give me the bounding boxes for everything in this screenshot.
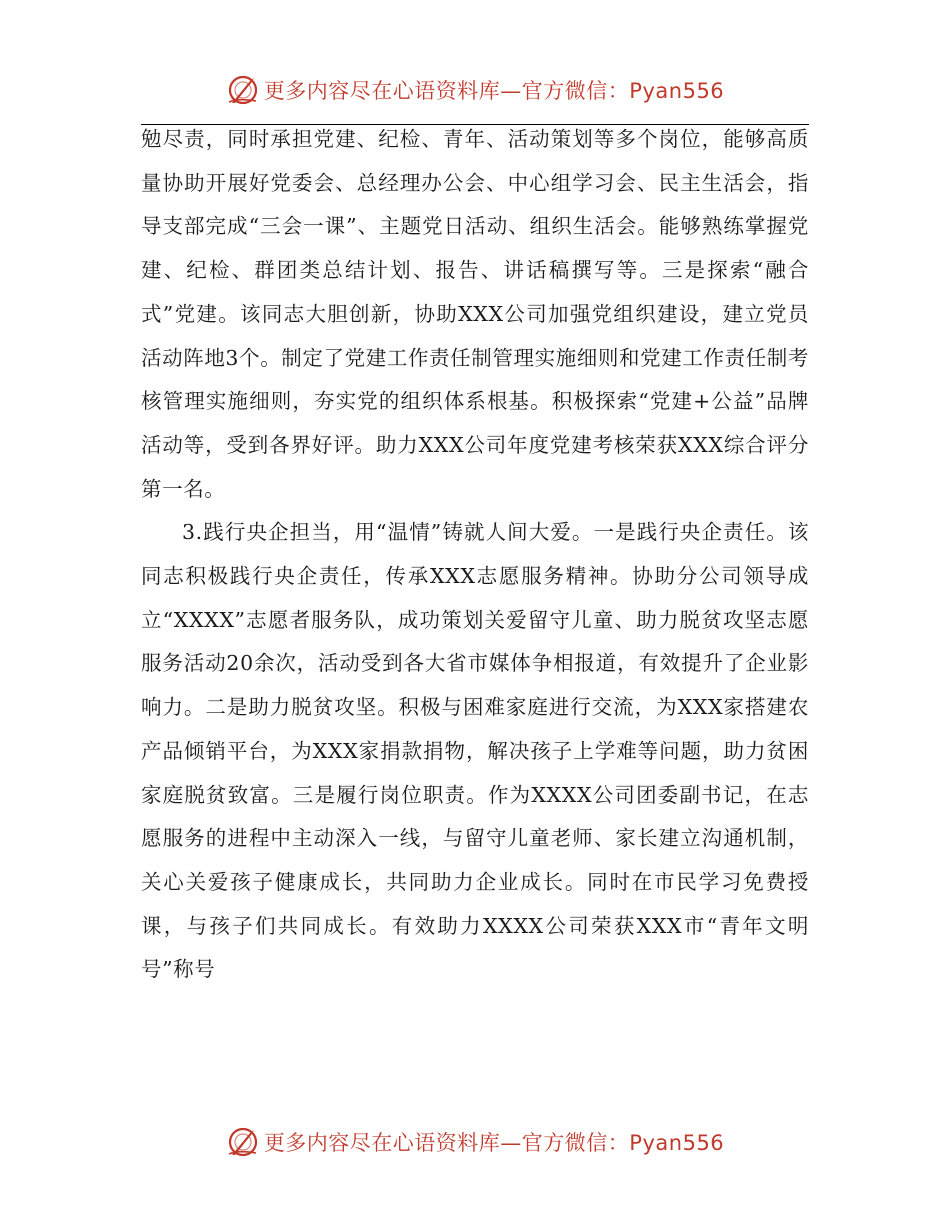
document-body xyxy=(141,118,809,992)
quill-circle-icon xyxy=(226,1125,260,1159)
paragraph-1: 勉尽责，同时承担党建、纪检、青年、活动策划等多个岗位，能够高质量协助开展好党委会、总经理办公会、中心组学习会、民主生活会，指导支部完成“三会一课”、主题党日活动、组织生活会。能够熟练掌握党建、纪检、群团类总结计划、报告、讲话稿撰写等。三是探索“融合式”党建。该同志大胆创新，协助XXX公司加强党组织建设，建立党员活动阵地3个。制定了党建工作责任制管理实施细则和党建工作责任制考核管理实施细则，夯实党的组织体系根基。积极探索“党建+公益”品牌活动等，受到各界好评。助力XXX公司年度党建考核荣获XXX综合评分第一名。 xyxy=(141,127,809,501)
header-banner xyxy=(0,68,950,112)
header-banner-text: 更多内容尽在心语资料库—官方微信：Pyan556 xyxy=(263,79,725,103)
footer-banner xyxy=(0,1120,950,1164)
paragraph-2: 3.践行央企担当，用“温情”铸就人间大爱。一是践行央企责任。该同志积极践行央企责任，传承XXX志愿服务精神。协助分公司领导成立“XXXX”志愿者服务队，成功策划关爱留守儿童、助力脱贫攻坚志愿服务活动20余次，活动受到各大省市媒体争相报道，有效提升了企业影响力。二是助力脱贫攻坚。积极与困难家庭进行交流，为XXX家搭建农产品倾销平台，为XXX家捐款捐物，解决孩子上学难等问题，助力贫困家庭脱贫致富。三是履行岗位职责。作为XXXX公司团委副书记，在志愿服务的进程中主动深入一线，与留守儿童老师、家长建立沟通机制，关心关爱孩子健康成长，共同助力企业成长。同时在市民学习免费授课，与孩子们共同成长。有效助力XXXX公司荣获XXX市“青年文明号”称号 xyxy=(141,520,809,982)
footer-banner-text: 更多内容尽在心语资料库—官方微信：Pyan556 xyxy=(263,1131,725,1155)
quill-circle-icon xyxy=(226,73,260,107)
